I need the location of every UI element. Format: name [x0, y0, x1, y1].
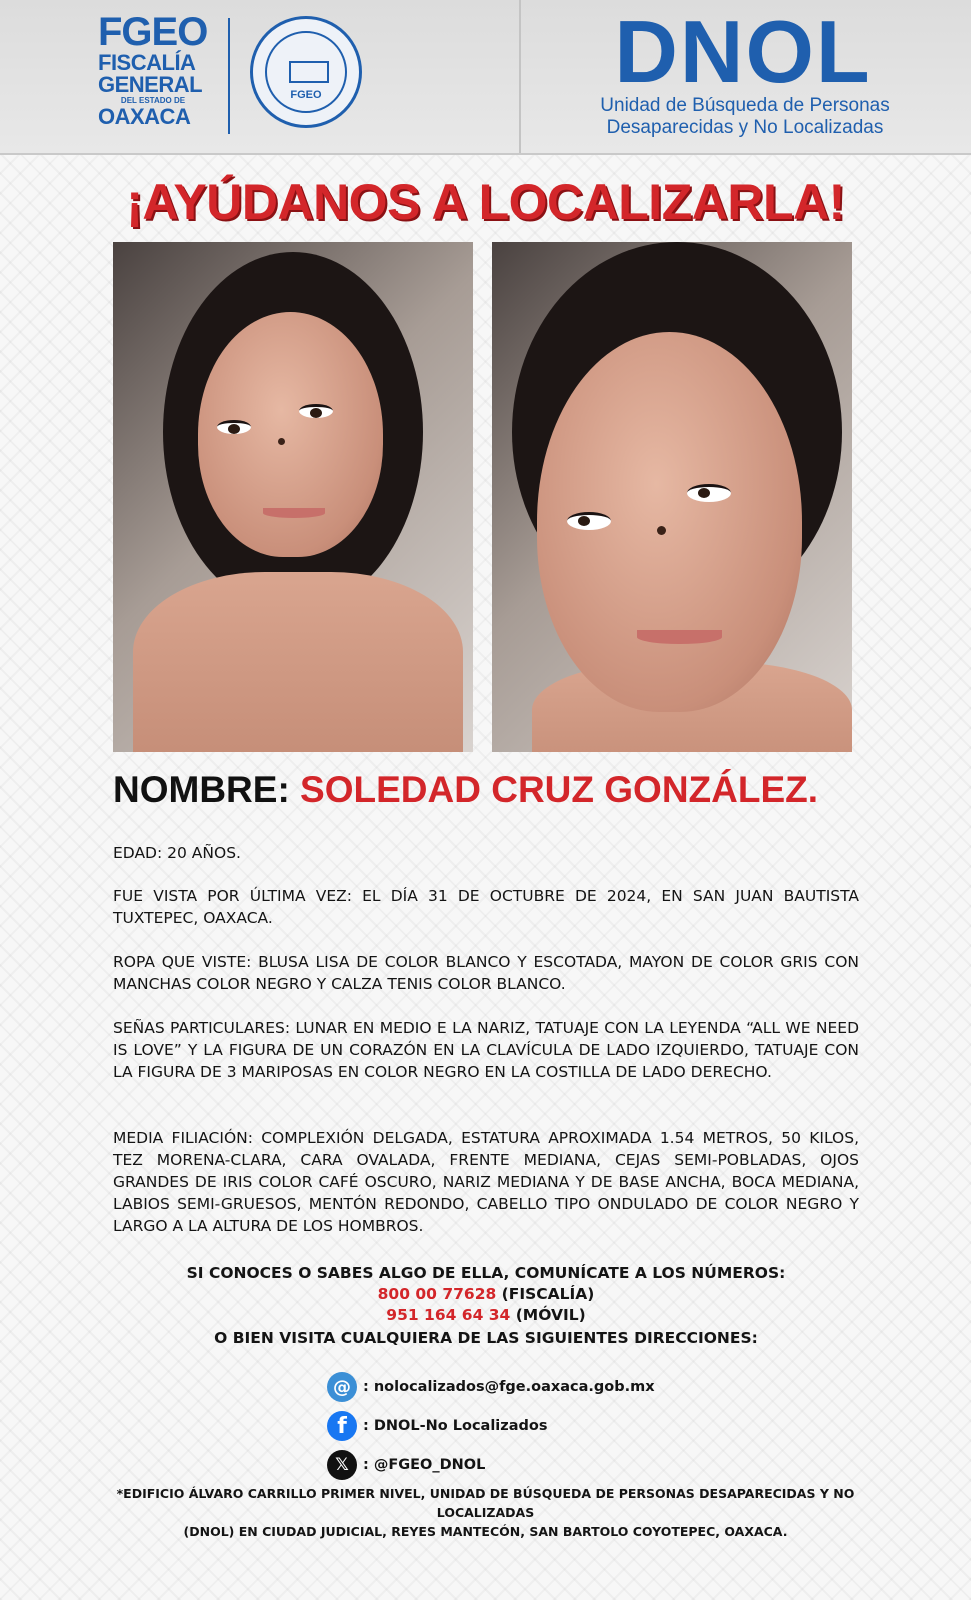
header-banner [0, 0, 971, 155]
fgeo-logo-block [98, 12, 218, 128]
facebook-icon: f [327, 1411, 357, 1441]
detail-distinguishing-marks: SEÑAS PARTICULARES: LUNAR EN MEDIO E LA NARIZ, TATUAJE CON LA LEYENDA “ALL WE NEED IS LOVE” Y LA FIGURA DE UN CORAZÓN EN LA CLAVÍCULA DE LADO IZQUIERDO, TATUAJE CON LA FIGURA DE 3 MARIPOSAS EN COLOR NEGRO EN LA COSTILLA DE LADO DERECHO. [113, 1019, 859, 1081]
photo-mouth [637, 630, 722, 644]
dnol-subtitle-line1: Unidad de Búsqueda de Personas [600, 95, 890, 116]
photo-mole [278, 438, 285, 445]
contact-visit: O BIEN VISITA CUALQUIERA DE LAS SIGUIENTES DIRECCIONES: [214, 1329, 758, 1347]
missing-person-photo-right [492, 242, 852, 752]
x-handle[interactable]: : @FGEO_DNOL [363, 1457, 486, 1473]
email-address[interactable]: : nolocalizados@fge.oaxaca.gob.mx [363, 1379, 655, 1395]
phone-movil-number[interactable]: 951 164 64 34 [386, 1306, 511, 1324]
footnote-line2: (DNOL) EN CIUDAD JUDICIAL, REYES MANTECÓN, SAN BARTOLO COYOTEPEC, OAXACA. [183, 1524, 788, 1539]
contact-intro: SI CONOCES O SABES ALGO DE ELLA, COMUNÍCATE A LOS NÚMEROS: [186, 1264, 786, 1282]
fiscalia-seal-icon [250, 16, 362, 128]
seal-inner-ring [265, 31, 347, 113]
photo-eye [567, 512, 611, 530]
facebook-contact[interactable] [327, 1411, 547, 1441]
photo-eye [687, 484, 731, 502]
building-icon [289, 61, 329, 83]
photo-mole [657, 526, 666, 535]
facebook-page[interactable]: : DNOL-No Localizados [363, 1418, 548, 1434]
seal-text: FGEO [290, 89, 322, 101]
phone-movil-label: (MÓVIL) [510, 1306, 586, 1324]
photo-eye [299, 404, 333, 418]
x-icon: 𝕏 [327, 1450, 357, 1480]
fgeo-line-general: GENERAL [98, 72, 203, 97]
contact-phone-fiscalia [113, 1284, 859, 1305]
detail-physical-description: MEDIA FILIACIÓN: COMPLEXIÓN DELGADA, ESTATURA APROXIMADA 1.54 METROS, 50 KILOS, TEZ MORENA-CLARA, CARA OVALADA, FRENTE MEDIANA, CEJAS SEMI-POBLADAS, OJOS GRANDES DE IRIS COLOR CAFÉ OSCURO, NARIZ MEDIANA Y DE BASE ANCHA, BOCA MEDIANA, LABIOS SEMI-GRUESOS, MENTÓN REDONDO, CABELLO TIPO ONDULADO DE COLOR NEGRO Y LARGO A LA ALTURA DE LOS HOMBROS. [113, 1129, 859, 1235]
photo-shoulders [133, 572, 463, 752]
detail-last-seen: FUE VISTA POR ÚLTIMA VEZ: EL DÍA 31 DE OCTUBRE DE 2024, EN SAN JUAN BAUTISTA TUXTEPEC, OAXACA. [113, 887, 859, 927]
page-headline: ¡AYÚDANOS A LOCALIZARLA! [126, 174, 845, 230]
name-value: SOLEDAD CRUZ GONZÁLEZ. [300, 769, 819, 810]
phone-fiscalia-number[interactable]: 800 00 77628 [377, 1285, 497, 1303]
detail-age: EDAD: 20 AÑOS. [113, 844, 241, 862]
logo-separator [228, 18, 230, 134]
x-contact[interactable] [327, 1450, 485, 1480]
name-label: NOMBRE: [113, 769, 290, 810]
detail-clothing: ROPA QUE VISTE: BLUSA LISA DE COLOR BLANCO Y ESCOTADA, MAYON DE COLOR GRIS CON MANCHAS COLOR NEGRO Y CALZA TENIS COLOR BLANCO. [113, 953, 859, 993]
dnol-subtitle [560, 95, 930, 139]
phone-fiscalia-label: (FISCALÍA) [496, 1285, 595, 1303]
header-divider [519, 0, 521, 153]
photo-mouth [263, 508, 325, 518]
contact-phone-movil [113, 1305, 859, 1326]
fgeo-line-oaxaca: OAXACA [98, 104, 191, 129]
dnol-subtitle-line2: Desaparecidas y No Localizadas [606, 117, 884, 138]
address-footnote [80, 1484, 891, 1541]
missing-person-photo-left [113, 242, 473, 752]
dnol-logo: DNOL [614, 2, 872, 101]
person-name [113, 768, 873, 812]
email-contact[interactable] [327, 1372, 655, 1402]
photo-face [198, 312, 383, 557]
footnote-line1: *EDIFICIO ÁLVARO CARRILLO PRIMER NIVEL, UNIDAD DE BÚSQUEDA DE PERSONAS DESAPARECIDAS Y NO LOCALIZADAS [116, 1486, 855, 1520]
email-icon: @ [327, 1372, 357, 1402]
fgeo-logo: FGEO [98, 10, 208, 54]
photo-eye [217, 420, 251, 434]
fgeo-line-del-estado: DEL ESTADO DE [120, 96, 186, 105]
fgeo-line-fiscalia: FISCALÍA [98, 50, 196, 75]
